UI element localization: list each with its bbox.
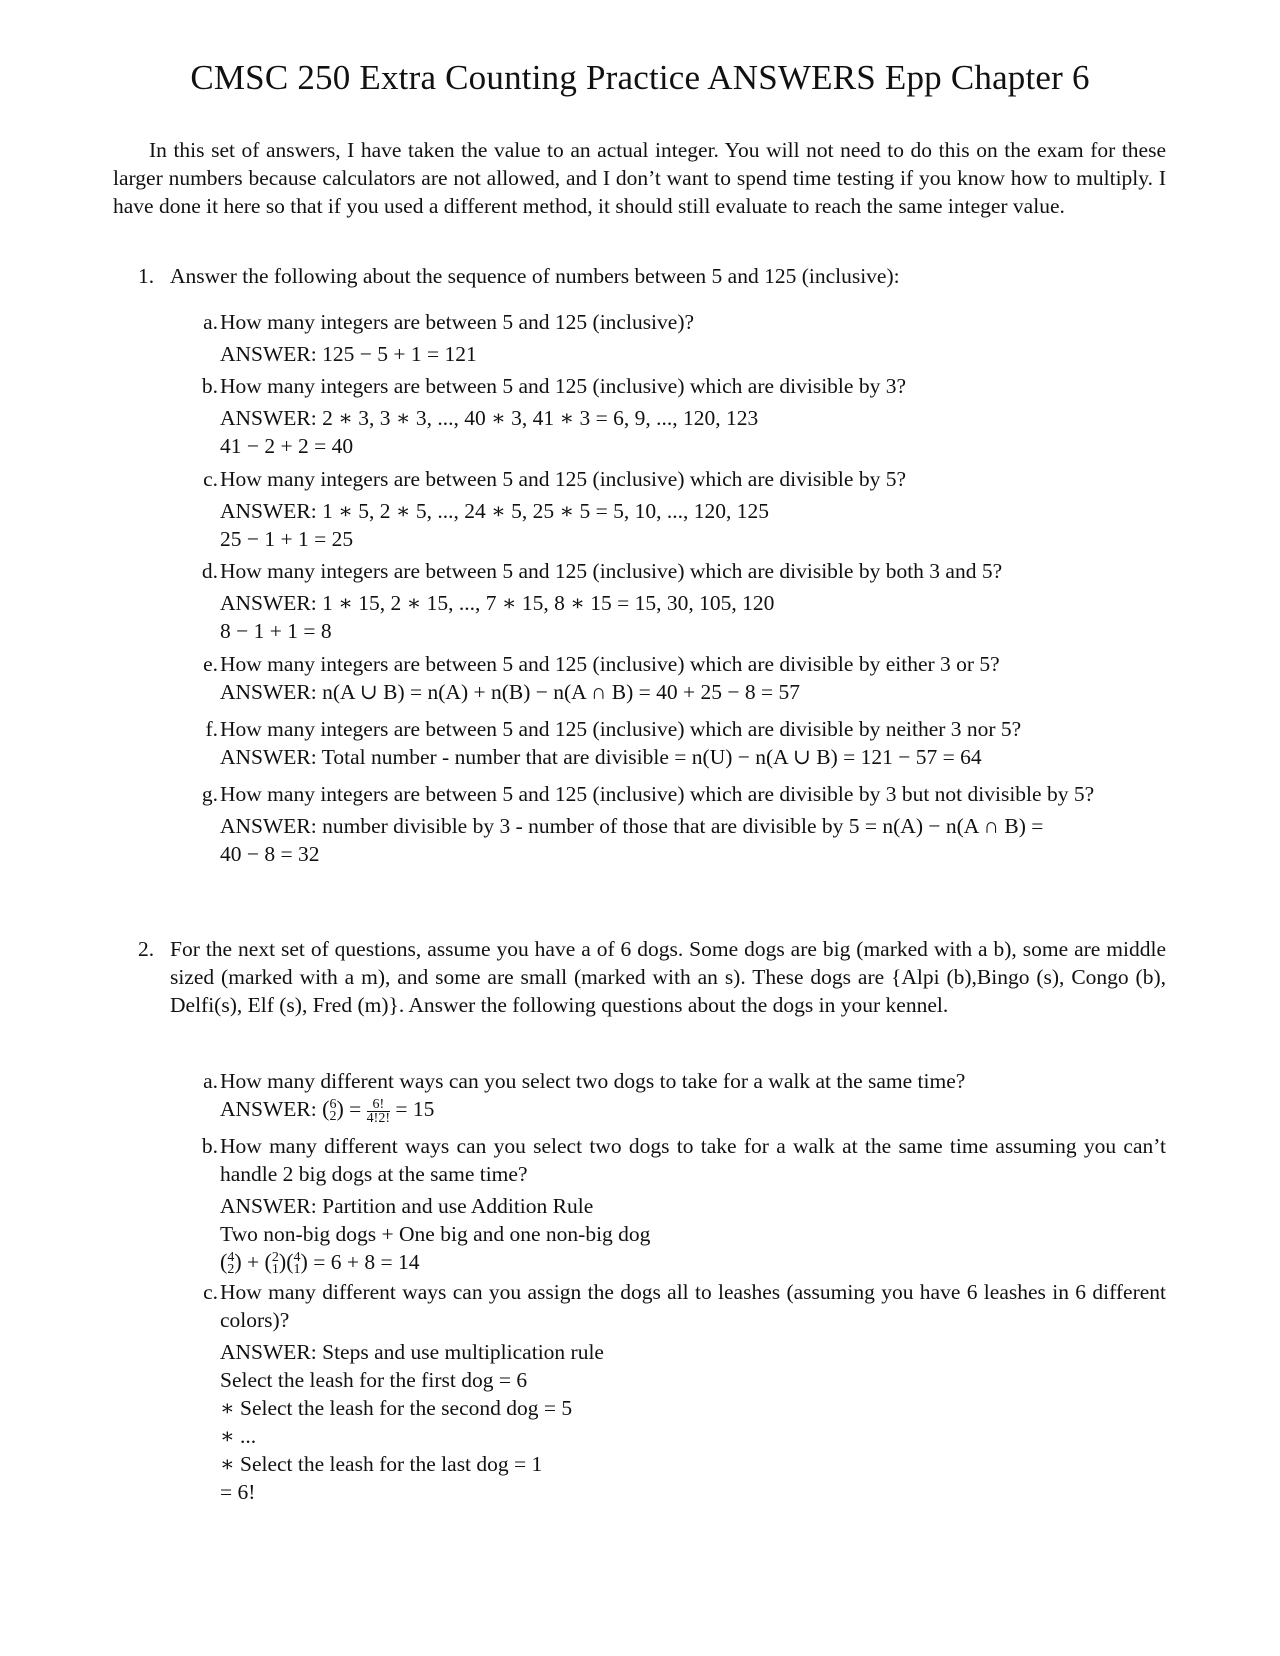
- part-answer: ANSWER: Total number - number that are divisible = n(U) − n(A ∪ B) = 121 − 57 = 64: [220, 745, 982, 769]
- part-answer: ANSWER: 1 ∗ 5, 2 ∗ 5, ..., 24 ∗ 5, 25 ∗ 5 = 5, 10, ..., 120, 125: [220, 499, 769, 523]
- part-label: a.: [203, 310, 218, 334]
- question-text: Answer the following about the sequence of numbers between 5 and 125 (inclusive):: [170, 264, 900, 288]
- part-answer-formula: [220, 1248, 1166, 1276]
- part-question: How many integers are between 5 and 125 (inclusive) which are divisible by neither 3 nor 5?: [220, 717, 1022, 741]
- part-label: a.: [203, 1069, 218, 1093]
- fraction: [367, 1098, 390, 1125]
- binom-close: ): [336, 1096, 344, 1121]
- binom-bottom: 2: [329, 1109, 337, 1125]
- part-question: How many integers are between 5 and 125 (inclusive) which are divisible by 3?: [220, 374, 906, 398]
- part-question: How many integers are between 5 and 125 (inclusive) which are divisible by 3 but not divisible by 5?: [220, 782, 1095, 806]
- part-answer-line: 25 − 1 + 1 = 25: [220, 527, 354, 551]
- part-question: How many different ways can you select two dogs to take for a walk at the same time assuming you can’t handle 2 big dogs at the same time?: [220, 1134, 1166, 1186]
- part-question: How many integers are between 5 and 125 (inclusive) which are divisible by 5?: [220, 467, 906, 491]
- part-answer-line: 40 − 8 = 32: [220, 842, 320, 866]
- part-answer-line: = 6!: [220, 1480, 256, 1504]
- binomial-values: [272, 1252, 279, 1276]
- part-answer-line: Select the leash for the first dog = 6: [220, 1368, 528, 1392]
- binom-open: (: [286, 1249, 294, 1274]
- answer-suffix: = 15: [395, 1097, 435, 1121]
- binom-close: ): [300, 1249, 308, 1274]
- answer-prefix: ANSWER:: [220, 1097, 317, 1121]
- part-question: How many different ways can you select two dogs to take for a walk at the same time?: [220, 1069, 966, 1093]
- part-answer-line: ∗ Select the leash for the second dog = 5: [220, 1396, 573, 1420]
- binom-close: ): [234, 1249, 242, 1274]
- frac-denominator: 4!2!: [366, 1110, 390, 1126]
- part-label: c.: [203, 1280, 218, 1304]
- binomial-values: [294, 1252, 301, 1276]
- part-answer-line: 8 − 1 + 1 = 8: [220, 619, 332, 643]
- binom-bottom: 2: [227, 1262, 235, 1278]
- part-label: b.: [201, 1134, 218, 1158]
- plus-sign: +: [247, 1250, 260, 1274]
- part-question: How many different ways can you assign the dogs all to leashes (assuming you have 6 leashes in 6 different colors)?: [220, 1280, 1166, 1332]
- binom-close: ): [278, 1249, 287, 1274]
- binom-open: (: [264, 1249, 272, 1274]
- part-question: How many integers are between 5 and 125 (inclusive)?: [220, 310, 695, 334]
- binom-bottom: 1: [293, 1262, 301, 1278]
- equals: =: [349, 1097, 362, 1121]
- part-answer-line: 41 − 2 + 2 = 40: [220, 434, 354, 458]
- part-answer: ANSWER: n(A ∪ B) = n(A) + n(B) − n(A ∩ B) = 40 + 25 − 8 = 57: [220, 680, 801, 704]
- part-answer-line: Two non-big dogs + One big and one non-big dog: [220, 1222, 651, 1246]
- part-label: d.: [201, 559, 218, 583]
- binom-top: 6: [329, 1097, 337, 1113]
- part-answer: ANSWER: 2 ∗ 3, 3 ∗ 3, ..., 40 ∗ 3, 41 ∗ 3 = 6, 9, ..., 120, 123: [220, 406, 759, 430]
- intro-paragraph: In this set of answers, I have taken the value to an actual integer. You will not need to do this on the exam for these larger numbers because calculators are not allowed, and I don’t want to spend time testing if you know how to multiply. I have done it here so that if you used a different method, it should still evaluate to reach the same integer value.: [113, 138, 1166, 218]
- part-question: How many integers are between 5 and 125 (inclusive) which are divisible by either 3 or 5?: [220, 652, 1000, 676]
- question-number: 2.: [138, 937, 155, 961]
- binom-open: (: [220, 1249, 228, 1274]
- frac-numerator: 6!: [367, 1098, 390, 1112]
- page-title: CMSC 250 Extra Counting Practice ANSWERS Epp Chapter 6: [190, 58, 1090, 97]
- binom-top: 2: [271, 1250, 279, 1266]
- question-text: For the next set of questions, assume you have a of 6 dogs. Some dogs are big (marked with a b), some are middle sized (marked with a m), and some are small (marked with an s). These dogs are {Alpi (b),Bingo (s), Congo (b), Delfi(s), Elf (s), Fred (m)}. Answer the following questions about the dogs in your kennel.: [170, 937, 1166, 1017]
- binom-top: 4: [293, 1250, 301, 1266]
- part-answer: ANSWER: Steps and use multiplication rule: [220, 1340, 604, 1364]
- part-answer: [220, 1095, 1166, 1125]
- part-label: c.: [203, 467, 218, 491]
- part-answer: ANSWER: number divisible by 3 - number of those that are divisible by 5 = n(A) − n(A ∩ B) =: [220, 814, 1044, 838]
- part-answer-line: ∗ Select the leash for the last dog = 1: [220, 1452, 543, 1476]
- part-question: How many integers are between 5 and 125 (inclusive) which are divisible by both 3 and 5?: [220, 559, 1003, 583]
- part-answer-line: ∗ ...: [220, 1424, 257, 1448]
- part-answer: ANSWER: Partition and use Addition Rule: [220, 1194, 594, 1218]
- part-label: f.: [205, 717, 218, 741]
- part-label: g.: [201, 782, 218, 806]
- binomial: (: [322, 1096, 330, 1121]
- question-number: 1.: [138, 264, 155, 288]
- formula-result: = 6 + 8 = 14: [313, 1250, 420, 1274]
- part-answer: ANSWER: 1 ∗ 15, 2 ∗ 15, ..., 7 ∗ 15, 8 ∗ 15 = 15, 30, 105, 120: [220, 591, 775, 615]
- part-answer: ANSWER: 125 − 5 + 1 = 121: [220, 342, 477, 366]
- part-label: e.: [203, 652, 218, 676]
- binom-bottom: 1: [271, 1262, 279, 1278]
- binom-top: 4: [227, 1250, 235, 1266]
- part-label: b.: [201, 374, 218, 398]
